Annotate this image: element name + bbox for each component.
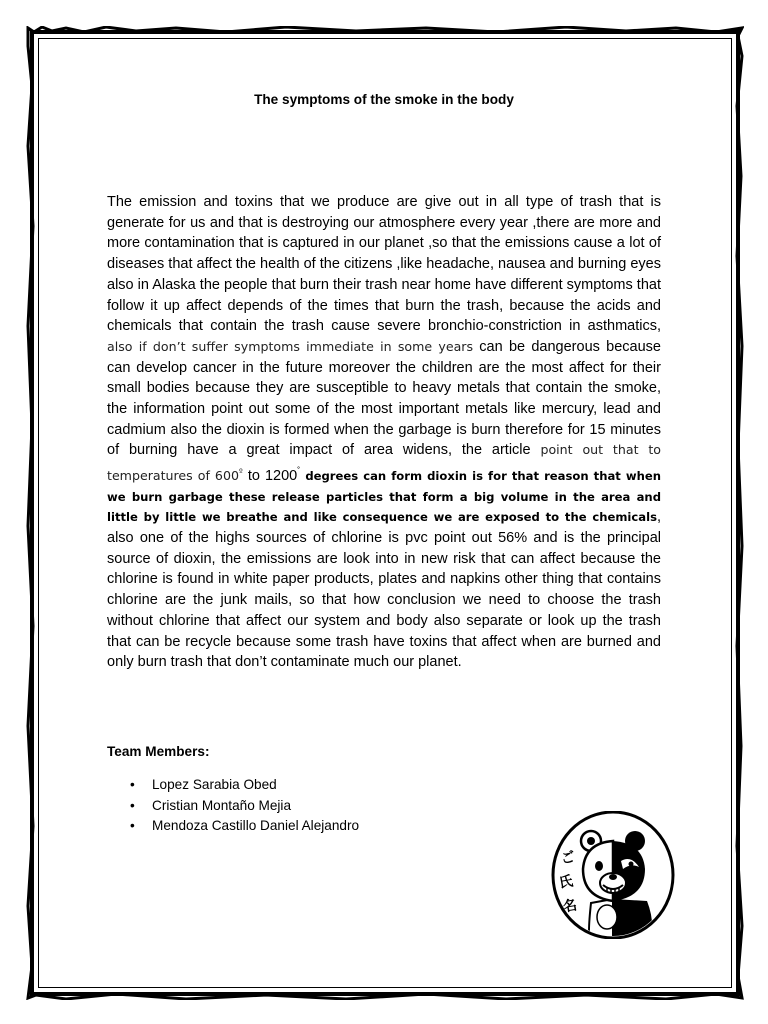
degree-mark: ˚ xyxy=(297,466,301,477)
body-text-segment: point out that to temperatures of 600 xyxy=(107,442,661,483)
team-member-list xyxy=(130,777,359,839)
seal-glyph: ご xyxy=(559,849,577,868)
seal-glyph: 名 xyxy=(561,897,579,916)
body-text-segment: degrees can form dioxin is for that reason that when we burn garbage these release particles that form a big volume in the area and little by little we breathe and like consequence we are exposed to the chemicals xyxy=(107,468,661,525)
page-title: The symptoms of the smoke in the body xyxy=(254,92,514,107)
team-member-item: • Cristian Montaño Mejia xyxy=(130,798,359,819)
body-text-segment: can be dangerous because can develop cancer in the future moreover the children are the most affect for their small bodies because they are susceptible to heavy metals that contain the smoke, the information point out some of the most important metals like mercury, lead and cadmium also the dioxin is formed when the garbage is burn therefore for 15 minutes of burning have a great impact of area widens, the article xyxy=(107,338,661,459)
seal-glyph: 氏 xyxy=(557,873,575,892)
team-heading: Team Members: xyxy=(107,744,210,759)
team-member-item: • Mendoza Castillo Daniel Alejandro xyxy=(130,818,359,839)
body-text-segment: , also one of the highs sources of chlorine is pvc point out 56% and is the principal source of dioxin, the emissions are look into in new risk that can affect because the chlorine is found in white paper products, plates and napkins other thing that contains chlorine are the junk mails, so that how conclusion we need to choose the trash without chlorine that affect our system and body also separate or look up the trash that can be recycle because some trash have toxins that affect when are burned and only burn trash that don’t contaminate much our planet. xyxy=(107,509,661,671)
body-paragraph xyxy=(107,192,661,673)
body-text-segment: to 1200 xyxy=(242,467,298,484)
degree-mark: º xyxy=(238,467,243,477)
team-member-item: • Lopez Sarabia Obed xyxy=(130,777,359,798)
body-text-segment: The emission and toxins that we produce are give out in all type of trash that is generate for us and that is destroying our atmosphere every year ,there are more and more contamination that is captured in our planet ,so that the emissions cause a lot of diseases that affect the health of the citizens ,like headache, nausea and burning eyes also in Alaska the people that burn their trash near home have different symptoms that follow it up affect depends of the times that burn the trash, because the acids and chemicals that contain the trash cause severe bronchio-constriction in asthmatics, xyxy=(107,194,661,335)
body-text-segment: also if don’t suffer symptoms immediate in some years xyxy=(107,338,474,354)
bear-mascot-seal-icon xyxy=(551,811,675,939)
